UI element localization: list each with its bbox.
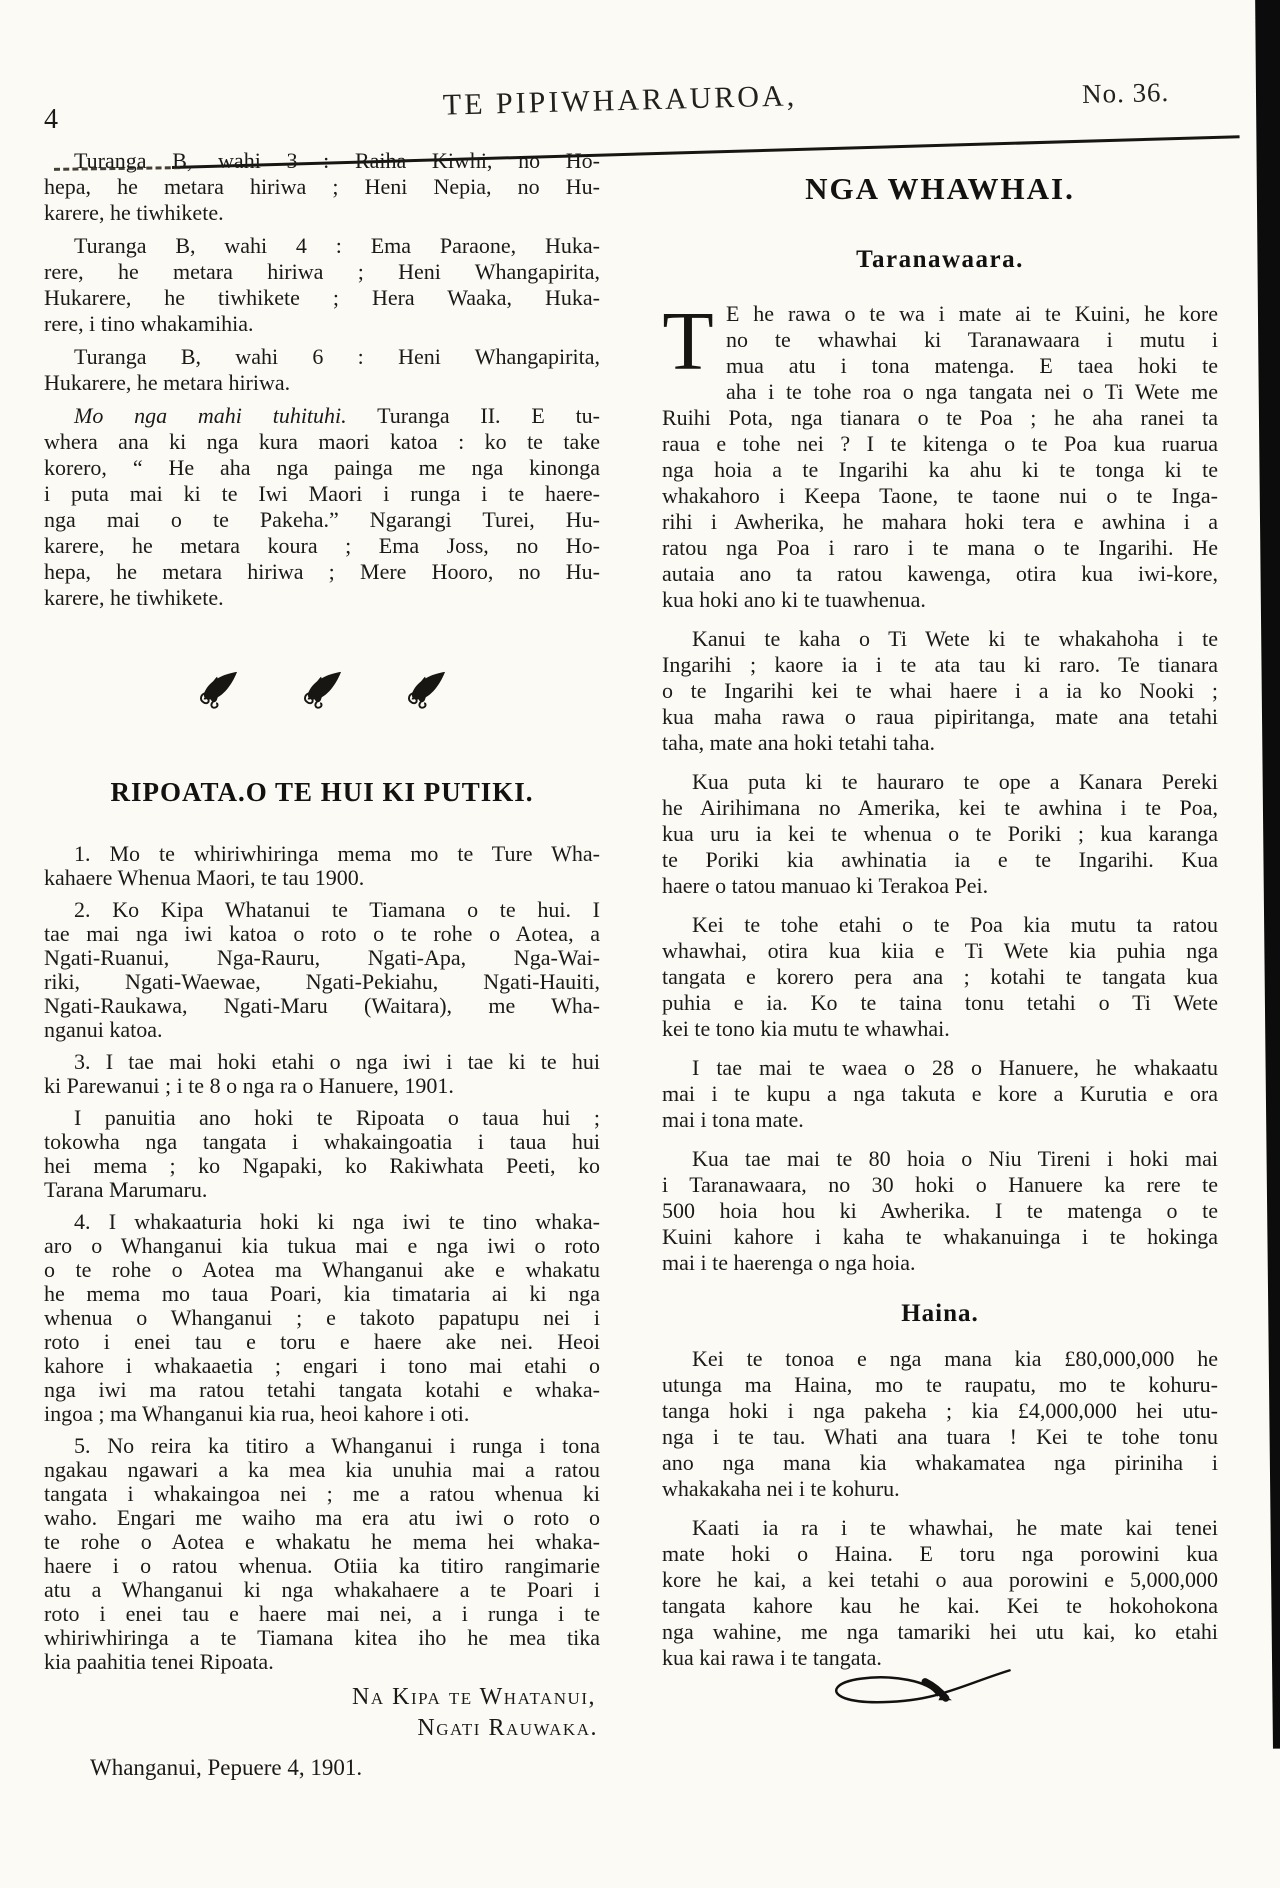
text-line: I panuitia ano hoki te Ripoata o taua hui ; bbox=[74, 1105, 600, 1130]
fleuron-icon bbox=[197, 669, 239, 711]
text-line: rere, he metara hiriwa ; Heni Whangapirita, bbox=[44, 259, 600, 284]
text-line: tangata kahore kau he kai. Kei te hokohokona bbox=[662, 1592, 1218, 1618]
text-line: karere, he tiwhikete. bbox=[44, 200, 224, 225]
body-paragraph bbox=[662, 1515, 1218, 1671]
text-line: karere, he tiwhikete. bbox=[44, 585, 224, 610]
italic-lead: Mo nga mahi tuhituhi. bbox=[74, 403, 347, 428]
text-line: ingoa ; ma Whanganui kia rua, heoi kahore i oti. bbox=[44, 1401, 470, 1426]
text-line: Turanga B, wahi 6 : Heni Whangapirita, bbox=[74, 344, 600, 369]
text-line: Kei te tonoa e nga mana kia £80,000,000 he bbox=[692, 1345, 1218, 1371]
text-line: aro o Whanganui kia tukua mai e nga iwi o roto bbox=[44, 1233, 600, 1258]
text-line: roto i enei tau e toru e haere ake nei. Heoi bbox=[44, 1329, 600, 1354]
text-line: 5. No reira ka titiro a Whanganui i runga i tona bbox=[74, 1433, 600, 1458]
text-line: kore he kai, a kei tetahi o aua porowini e 5,000,000 bbox=[662, 1566, 1218, 1592]
text-line: haere i o ratou whenua. Otiia ka titiro rangimarie bbox=[44, 1553, 600, 1578]
text-line: taha, mate ana hoki tetahi taha. bbox=[662, 729, 936, 755]
text-line: whenua o Whanganui ; e takoto papatupu nei i bbox=[44, 1305, 600, 1330]
text-line: ki Parewanui ; i te 8 o nga ra o Hanuere, 1901. bbox=[44, 1073, 454, 1098]
text-line: o te Ingarihi kei te whai haere i a ia ko Nooki ; bbox=[662, 677, 1218, 703]
text-line: raua e tohe nei ? I te kitenga o te Poa kua ruarua bbox=[662, 430, 1218, 456]
ornament-row bbox=[44, 669, 600, 717]
text-line: Ngati-Ruanui, Nga-Rauru, Ngati-Apa, Nga-Wai- bbox=[44, 945, 600, 970]
text-line: whera ana ki nga kura maori katoa : ko te take bbox=[44, 429, 600, 454]
body-paragraph bbox=[662, 626, 1218, 756]
text-line: 2. Ko Kipa Whatanui te Tiamana o te hui. I bbox=[74, 897, 600, 922]
haina-subheading: Haina. bbox=[901, 1299, 979, 1327]
text-line: nga iwi ma ratou tetahi tangata kotahi e whaka- bbox=[44, 1377, 600, 1402]
text-line: I tae mai te waea o 28 o Hanuere, he whakaatu bbox=[692, 1054, 1218, 1080]
text-line: kahaere Whenua Maori, te tau 1900. bbox=[44, 865, 365, 890]
text-line: te rohe o Aotea e whakatu he mema hei whaka- bbox=[44, 1529, 600, 1554]
body-paragraph bbox=[662, 769, 1218, 899]
scan-edge-artifact bbox=[1253, 0, 1280, 1812]
text-line: Kua puta ki te hauraro te ope a Kanara Pereki bbox=[692, 768, 1218, 794]
text-line: Kaati ia ra i te whawhai, he mate kai tenei bbox=[692, 1514, 1218, 1540]
text-line: kua hoki ano ki te tuawhenua. bbox=[662, 586, 926, 612]
text-line: kia paahitia tenei Ripoata. bbox=[44, 1649, 274, 1674]
text-line: kahore i whakaaetia ; engari i tono mai etahi o bbox=[44, 1353, 600, 1378]
text-line: mai i te kupu a nga takuta e kore a Kurutia e ora bbox=[662, 1080, 1218, 1106]
text-line: autaia ano ta ratou kawenga, otira kua iwi-kore, bbox=[662, 560, 1218, 586]
text-line: whakakaha nei i te kohuru. bbox=[662, 1475, 900, 1501]
right-column bbox=[662, 150, 1218, 1684]
text-line: nga hoia a te Ingarihi ka ahu ki te tonga ki te bbox=[662, 456, 1218, 482]
lead-line-rest: Turanga II. E tu- bbox=[346, 403, 601, 428]
text-line: Ingarihi ; kaore ia i te ata tau ki raro. Te tianara bbox=[662, 651, 1218, 677]
text-line: kua maha rawa o raua pipiritanga, mate ana tetahi bbox=[662, 703, 1218, 729]
text-line: kei te tono kia mutu te whawhai. bbox=[662, 1015, 950, 1041]
body-paragraph bbox=[662, 1055, 1218, 1133]
body-paragraph bbox=[662, 1146, 1218, 1276]
text-line: karere, he metara koura ; Ema Joss, no Ho- bbox=[44, 533, 600, 558]
text-line: Kua tae mai te 80 hoia o Niu Tireni i hoki mai bbox=[692, 1145, 1218, 1171]
text-line: Ngati-Raukawa, Ngati-Maru (Waitara), me Wha- bbox=[44, 993, 600, 1018]
text-line: mate hoki o Haina. E toru nga porowini kua bbox=[662, 1540, 1218, 1566]
text-line: mai i tona mate. bbox=[662, 1106, 804, 1132]
text-line: Ruihi Pota, nga tianara o te Poa ; he aha ranei ta bbox=[662, 404, 1218, 430]
body-paragraph bbox=[662, 912, 1218, 1042]
text-line: nga wahine, me nga tamariki hei utu kai, ko etahi bbox=[662, 1618, 1218, 1644]
report-item bbox=[44, 842, 600, 890]
text-line: tokowha nga tangata i whakaingoatia i taua hui bbox=[44, 1129, 600, 1154]
text-line: haere o tatou manuao ki Terakoa Pei. bbox=[662, 872, 989, 898]
text-line: waho. Engari me waiho ma era atu iwi o roto o bbox=[44, 1505, 600, 1530]
issue-number: No. 36. bbox=[1081, 77, 1170, 109]
masthead-title: TE PIPIWHARAUROA, bbox=[442, 79, 798, 122]
text-line: kua kai rawa i te tangata. bbox=[662, 1644, 882, 1670]
section-heading: RIPOATA.O TE HUI KI PUTIKI. bbox=[110, 777, 534, 807]
award-paragraph bbox=[44, 148, 600, 226]
page-number: 4 bbox=[44, 104, 58, 135]
fleuron-icon bbox=[301, 669, 343, 711]
text-line: nga mai o te Pakeha.” Ngarangi Turei, Hu- bbox=[44, 507, 600, 532]
drop-cap: T bbox=[662, 294, 714, 388]
text-line: riki, Ngati-Waewae, Ngati-Pekiahu, Ngati-Hauiti, bbox=[44, 969, 600, 994]
text-line: Tarana Marumaru. bbox=[44, 1177, 208, 1202]
report-items bbox=[44, 842, 600, 1674]
award-paragraph bbox=[44, 344, 600, 396]
text-line: roto i enei tau e haere mai nei, a i runga i te bbox=[44, 1601, 600, 1626]
text-line: tangata i whakaingoa nei ; me a ratou whenua ki bbox=[44, 1481, 600, 1506]
text-line: he Airihimana no Amerika, kei te awhina i te Poa, bbox=[662, 794, 1218, 820]
text-line: 4. I whakaaturia hoki ki nga iwi te tino whaka- bbox=[74, 1209, 600, 1234]
article-heading: NGA WHAWHAI. bbox=[805, 170, 1075, 206]
text-line: atu a Whanganui ki nga whakahaere a te Poari i bbox=[44, 1577, 600, 1602]
text-line: no te whawhai ki Taranawaara i mutu i bbox=[726, 326, 1218, 352]
text-line: i puta mai ki te Iwi Maori i runga i te haere- bbox=[44, 481, 600, 506]
flourish-swash-icon bbox=[818, 1664, 1024, 1720]
text-line: nganui katoa. bbox=[44, 1017, 163, 1042]
text-line: hepa, he metara hiriwa ; Heni Nepia, no Hu- bbox=[44, 174, 600, 199]
text-line: kua uru ia kei te whenua o te Poriki ; kua karanga bbox=[662, 820, 1218, 846]
text-line: rere, i tino whakamihia. bbox=[44, 311, 254, 336]
text-line: E he rawa o te wa i mate ai te Kuini, he kore bbox=[726, 300, 1218, 326]
text-line: whiriwhiringa a te Tiamana kitea iho he mea tika bbox=[44, 1625, 600, 1650]
text-line: nga i te tau. Whati ana tuara ! Kei te tohe tonu bbox=[662, 1423, 1218, 1449]
signature-tribe: Ngati Rauwaka. bbox=[417, 1715, 598, 1741]
text-line: tanga hoki i nga pakeha ; kia £4,000,000 hei utu- bbox=[662, 1397, 1218, 1423]
tuhituhi-paragraph bbox=[44, 403, 600, 611]
text-line: ngakau ngawari a ka mea kia unuhia mai a ratou bbox=[44, 1457, 600, 1482]
text-line: Turanga B, wahi 3 : Raiha Kiwhi, no Ho- bbox=[74, 148, 600, 173]
tuhituhi-lines bbox=[44, 429, 600, 611]
text-line: 500 hoia hou ki Awherika. I te matenga o te bbox=[662, 1197, 1218, 1223]
text-line: o te rohe o Aotea ma Whanganui ake e whakatu bbox=[44, 1257, 600, 1282]
text-line: Turanga B, wahi 4 : Ema Paraone, Huka- bbox=[74, 233, 600, 258]
report-item bbox=[44, 1210, 600, 1426]
text-line: i Taranawaara, no 30 hoki o Hanuere ka rere te bbox=[662, 1171, 1218, 1197]
award-paragraph bbox=[44, 233, 600, 337]
dateline: Whanganui, Pepuere 4, 1901. bbox=[90, 1755, 363, 1780]
fleuron-icon bbox=[405, 669, 447, 711]
text-line: mai i te haerenga o nga hoia. bbox=[662, 1249, 916, 1275]
text-line: Hukarere, he tiwhikete ; Hera Waaka, Huka- bbox=[44, 285, 600, 310]
text-line: utunga ma Haina, mo te raupatu, mo te kohuru- bbox=[662, 1371, 1218, 1397]
text-line: Kanui te kaha o Ti Wete ki te whakahoha i te bbox=[692, 625, 1218, 651]
text-line: tae mai nga iwi katoa o roto o te rohe o Aotea, a bbox=[44, 921, 600, 946]
body-paragraph bbox=[662, 1346, 1218, 1502]
left-column bbox=[44, 148, 600, 1782]
report-item bbox=[44, 1050, 600, 1098]
text-line: hei mema ; ko Ngapaki, ko Rakiwhata Peeti, ko bbox=[44, 1153, 600, 1178]
text-line: tangata e korero pera ana ; kotahi te tangata kua bbox=[662, 963, 1218, 989]
signature-name: Na Kipa te Whatanui, bbox=[352, 1684, 596, 1710]
text-line: te Poriki kia awhinatia ia e te Ingarihi. Kua bbox=[662, 846, 1218, 872]
text-line: ratou nga Poa i raro i te mana o te Ingarihi. He bbox=[662, 534, 1218, 560]
text-line: Kuini kahore i kaha te whakanuinga i te hokinga bbox=[662, 1223, 1218, 1249]
text-line: Kei te tohe etahi o te Poa kia mutu ta ratou bbox=[692, 911, 1218, 937]
text-line: aha i te tohe roa o nga tangata nei o Ti Wete me bbox=[726, 378, 1218, 404]
text-line bbox=[44, 403, 600, 429]
report-item bbox=[44, 898, 600, 1042]
report-item bbox=[44, 1434, 600, 1674]
text-line: whawhai, otira kua kiia e Ti Wete kia puhia nga bbox=[662, 937, 1218, 963]
lead-paragraph bbox=[662, 294, 1218, 613]
text-line: korero, “ He aha nga painga me nga kinonga bbox=[44, 455, 600, 480]
text-line: rihi i Awherika, he mahara hoki tera e awhina i a bbox=[662, 508, 1218, 534]
text-line: mua atu i tona matenga. E taea hoki te bbox=[726, 352, 1218, 378]
text-line: 1. Mo te whiriwhiringa mema mo te Ture Wha- bbox=[74, 841, 600, 866]
report-item bbox=[44, 1106, 600, 1202]
text-line: Hukarere, he metara hiriwa. bbox=[44, 370, 291, 395]
text-line: he mema mo taua Poari, kia timataria ai ki nga bbox=[44, 1281, 600, 1306]
text-line: whakahoro i Keepa Taone, te taone nui o te Inga- bbox=[662, 482, 1218, 508]
text-line: hepa, he metara hiriwa ; Mere Hooro, no Hu- bbox=[44, 559, 600, 584]
text-line: ano nga mana kia whakamatea nga piriniha i bbox=[662, 1449, 1218, 1475]
lead-paragraph-lines bbox=[662, 294, 1218, 613]
text-line: 3. I tae mai hoki etahi o nga iwi i tae ki te hui bbox=[74, 1049, 600, 1074]
text-line: puhia e ia. Ko te taina tonu tetahi o Ti Wete bbox=[662, 989, 1218, 1015]
article-subheading: Taranawaara. bbox=[856, 245, 1024, 273]
